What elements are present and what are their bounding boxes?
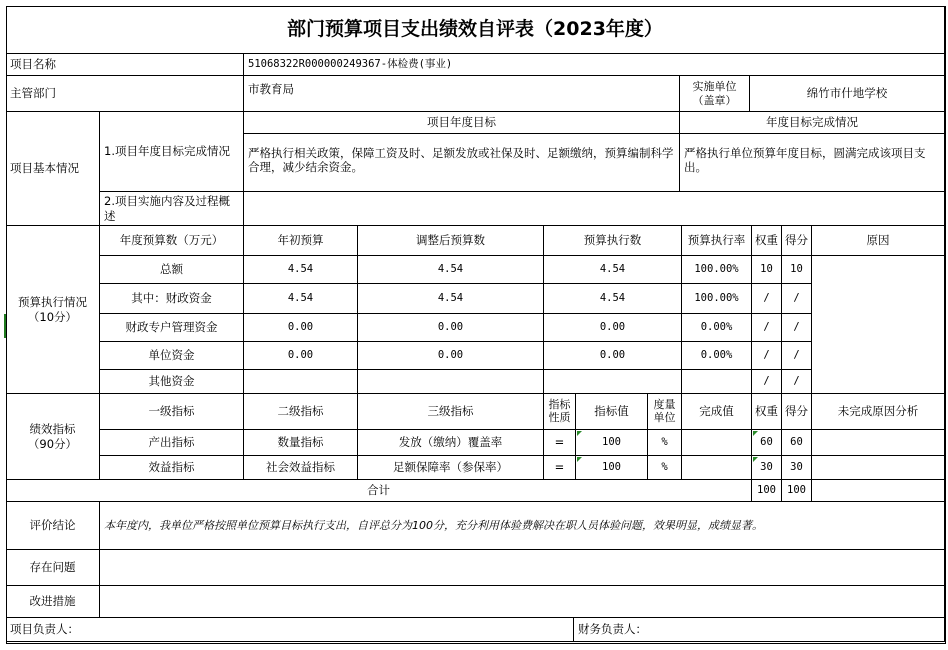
budget-row-rate[interactable]: 0.00% <box>682 314 752 342</box>
page-title: 部门预算项目支出绩效自评表（2023年度） <box>6 6 945 54</box>
budget-row-weight[interactable]: / <box>752 284 782 314</box>
budget-row-initial[interactable]: 0.00 <box>244 342 358 370</box>
conclusion-label[interactable]: 评价结论 <box>6 502 100 550</box>
budget-header-score[interactable]: 得分 <box>782 226 812 256</box>
budget-row-score[interactable]: / <box>782 370 812 394</box>
perf-header-analysis[interactable]: 未完成原因分析 <box>812 394 945 430</box>
target-completion-text[interactable]: 严格执行单位预算年度目标，圆满完成该项目支出。 <box>680 134 945 192</box>
total-empty[interactable] <box>812 480 945 502</box>
performance-label[interactable]: 绩效指标 （90分） <box>6 394 100 480</box>
budget-row-initial[interactable]: 4.54 <box>244 256 358 284</box>
implementation-overview-value[interactable] <box>244 192 945 226</box>
budget-row-name[interactable]: 其中：财政资金 <box>100 284 244 314</box>
issues-value[interactable] <box>100 550 945 586</box>
implementation-overview-label[interactable]: 2.项目实施内容及过程概述 <box>100 192 244 226</box>
project-name-label[interactable]: 项目名称 <box>6 54 244 76</box>
budget-row-executed[interactable]: 4.54 <box>544 284 682 314</box>
total-score[interactable]: 100 <box>782 480 812 502</box>
budget-row-rate[interactable]: 0.00% <box>682 342 752 370</box>
perf-row-done[interactable] <box>682 430 752 456</box>
cell-comment-marker <box>577 457 582 462</box>
perf-row-analysis[interactable] <box>812 456 945 480</box>
budget-reason-cell[interactable] <box>812 256 945 394</box>
budget-row-weight[interactable]: / <box>752 370 782 394</box>
cell-comment-marker <box>577 431 582 436</box>
perf-row-score[interactable]: 30 <box>782 456 812 480</box>
budget-row-score[interactable]: / <box>782 342 812 370</box>
issues-label[interactable]: 存在问题 <box>6 550 100 586</box>
budget-row-adjusted[interactable]: 4.54 <box>358 284 544 314</box>
perf-header-level2[interactable]: 二级指标 <box>244 394 358 430</box>
implementing-unit-label[interactable]: 实施单位 （盖章） <box>680 76 750 112</box>
perf-row-level2[interactable]: 社会效益指标 <box>244 456 358 480</box>
budget-row-executed[interactable]: 4.54 <box>544 256 682 284</box>
total-weight[interactable]: 100 <box>752 480 782 502</box>
budget-row-rate[interactable] <box>682 370 752 394</box>
budget-execution-label[interactable]: 预算执行情况 （10分） <box>6 226 100 394</box>
budget-row-adjusted[interactable]: 0.00 <box>358 314 544 342</box>
budget-header-reason[interactable]: 原因 <box>812 226 945 256</box>
budget-row-adjusted[interactable] <box>358 370 544 394</box>
perf-row-weight[interactable]: 60 <box>752 430 782 456</box>
budget-row-weight[interactable]: / <box>752 342 782 370</box>
budget-row-name[interactable]: 其他资金 <box>100 370 244 394</box>
budget-row-score[interactable]: / <box>782 284 812 314</box>
perf-header-level1[interactable]: 一级指标 <box>100 394 244 430</box>
basic-situation-label[interactable]: 项目基本情况 <box>6 112 100 226</box>
department-label[interactable]: 主管部门 <box>6 76 244 112</box>
perf-row-level2[interactable]: 数量指标 <box>244 430 358 456</box>
budget-row-name[interactable]: 总额 <box>100 256 244 284</box>
budget-row-score[interactable]: 10 <box>782 256 812 284</box>
budget-header-executed[interactable]: 预算执行数 <box>544 226 682 256</box>
perf-row-level3[interactable]: 足额保障率（参保率） <box>358 456 544 480</box>
budget-row-weight[interactable]: 10 <box>752 256 782 284</box>
perf-header-unit[interactable]: 度量 单位 <box>648 394 682 430</box>
department-value[interactable]: 市教育局 <box>244 76 680 112</box>
budget-header-rate[interactable]: 预算执行率 <box>682 226 752 256</box>
budget-row-executed[interactable]: 0.00 <box>544 342 682 370</box>
perf-row-nature[interactable]: = <box>544 456 576 480</box>
budget-row-initial[interactable] <box>244 370 358 394</box>
perf-row-unit[interactable]: % <box>648 430 682 456</box>
perf-row-level1[interactable]: 效益指标 <box>100 456 244 480</box>
perf-row-nature[interactable]: = <box>544 430 576 456</box>
project-name-value[interactable]: 51068322R000000249367-体检费(事业) <box>244 54 945 76</box>
budget-header-adjusted[interactable]: 调整后预算数 <box>358 226 544 256</box>
perf-row-score[interactable]: 60 <box>782 430 812 456</box>
budget-row-executed[interactable]: 0.00 <box>544 314 682 342</box>
budget-row-executed[interactable] <box>544 370 682 394</box>
budget-header-weight[interactable]: 权重 <box>752 226 782 256</box>
budget-row-initial[interactable]: 4.54 <box>244 284 358 314</box>
perf-row-value[interactable]: 100 <box>576 430 648 456</box>
implementing-unit-value[interactable]: 绵竹市什地学校 <box>750 76 945 112</box>
cell-selection-edge <box>4 314 6 338</box>
budget-row-name[interactable]: 财政专户管理资金 <box>100 314 244 342</box>
perf-row-done[interactable] <box>682 456 752 480</box>
budget-row-rate[interactable]: 100.00% <box>682 284 752 314</box>
perf-header-weight[interactable]: 权重 <box>752 394 782 430</box>
improvements-label[interactable]: 改进措施 <box>6 586 100 618</box>
perf-header-score[interactable]: 得分 <box>782 394 812 430</box>
perf-header-done[interactable]: 完成值 <box>682 394 752 430</box>
perf-row-value[interactable]: 100 <box>576 456 648 480</box>
annual-target-completion-label[interactable]: 1.项目年度目标完成情况 <box>100 112 244 192</box>
annual-target-text[interactable]: 严格执行相关政策，保障工资及时、足额发放或社保及时、足额缴纳，预算编制科学合理，减少结余资金。 <box>244 134 680 192</box>
perf-row-analysis[interactable] <box>812 430 945 456</box>
annual-target-header[interactable]: 项目年度目标 <box>244 112 680 134</box>
perf-header-level3[interactable]: 三级指标 <box>358 394 544 430</box>
perf-row-unit[interactable]: % <box>648 456 682 480</box>
total-label[interactable]: 合计 <box>6 480 752 502</box>
perf-row-level3[interactable]: 发放（缴纳）覆盖率 <box>358 430 544 456</box>
budget-row-initial[interactable]: 0.00 <box>244 314 358 342</box>
cell-comment-marker <box>753 431 758 436</box>
perf-header-nature[interactable]: 指标 性质 <box>544 394 576 430</box>
budget-header-annual[interactable]: 年度预算数（万元） <box>100 226 244 256</box>
target-completion-header[interactable]: 年度目标完成情况 <box>680 112 945 134</box>
budget-row-adjusted[interactable]: 4.54 <box>358 256 544 284</box>
budget-row-weight[interactable]: / <box>752 314 782 342</box>
budget-row-rate[interactable]: 100.00% <box>682 256 752 284</box>
perf-row-weight[interactable]: 30 <box>752 456 782 480</box>
perf-header-value[interactable]: 指标值 <box>576 394 648 430</box>
project-lead-label[interactable]: 项目负责人： <box>6 618 574 642</box>
budget-row-score[interactable]: / <box>782 314 812 342</box>
finance-lead-label[interactable]: 财务负责人： <box>574 618 945 642</box>
budget-row-adjusted[interactable]: 0.00 <box>358 342 544 370</box>
budget-header-initial[interactable]: 年初预算 <box>244 226 358 256</box>
budget-row-name[interactable]: 单位资金 <box>100 342 244 370</box>
cell-comment-marker <box>753 457 758 462</box>
perf-row-level1[interactable]: 产出指标 <box>100 430 244 456</box>
conclusion-text[interactable]: 本年度内，我单位严格按照单位预算目标执行支出，自评总分为100分，充分利用体验费解决在职人员体验问题，效果明显，成绩显著。 <box>100 502 945 550</box>
improvements-value[interactable] <box>100 586 945 618</box>
